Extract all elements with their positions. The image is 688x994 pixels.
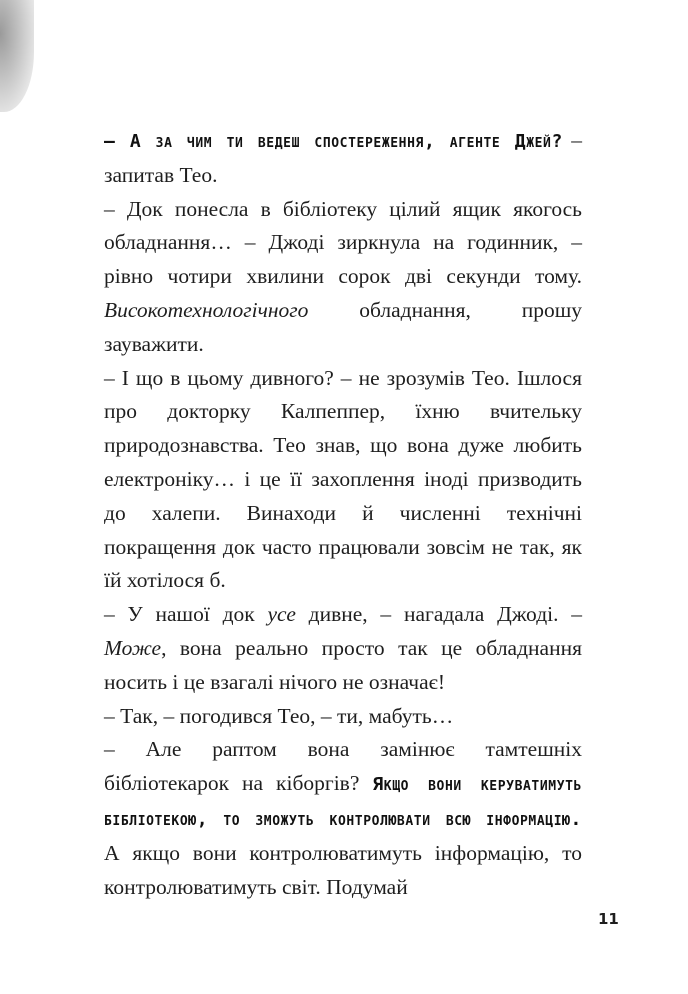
- italic-text: Може: [104, 635, 162, 660]
- text-segment: А якщо вони контролюватимуть інформацію, то контролюватимуть світ. Подумай: [104, 840, 582, 899]
- paragraph: [104, 362, 582, 599]
- text-segment: – У нашої док: [104, 602, 268, 627]
- paragraph: [104, 733, 582, 904]
- paragraph: [104, 124, 582, 193]
- text-segment: – Так, – погодився Тео, – ти, мабуть…: [104, 703, 454, 728]
- page-number: 11: [598, 910, 619, 928]
- text-segment: обладнання, прошу зауважити.: [104, 297, 582, 356]
- body-text: [104, 124, 582, 904]
- italic-text: усе: [267, 602, 296, 627]
- handwritten-text: Якщо вони керуватимуть бібліотекою, то зможуть контролювати всю інформацію.: [104, 774, 582, 830]
- italic-text: Високотехнологічного: [104, 297, 309, 322]
- paragraph: [104, 700, 582, 734]
- text-segment: – Док понесла в бібліотеку цілий ящик якогось обладнання… – Джоді зиркнула на годинник, – рівно чотири хвилини сорок дві секунди тому.: [104, 196, 582, 289]
- paragraph: [104, 193, 582, 362]
- text-segment: дивне, – нагадала Джоді. –: [295, 602, 582, 627]
- corner-illustration: [0, 0, 34, 112]
- text-segment: – Але раптом вона замінює тамтешніх бібліотекарок на кіборгів?: [104, 737, 582, 796]
- text-segment: , вона реально просто так це обладнання носить і це взагалі нічого не означає!: [104, 635, 582, 694]
- paragraph: [104, 598, 582, 699]
- text-segment: – І що в цьому дивного? – не зрозумів Тео. Ішлося про докторку Калпеппер, їхню вчительку природознавства. Тео знав, що вона дуже любить електроніку… і це її захоплення іноді призводить до халепи. Винаходи й численні технічні покращення док часто працювали зовсім не так, як їй хотілося б.: [104, 365, 582, 593]
- handwritten-text: – А за чим ти ведеш спостереження, агенте Джей?: [104, 131, 563, 152]
- text-segment: – запитав Тео.: [104, 128, 583, 187]
